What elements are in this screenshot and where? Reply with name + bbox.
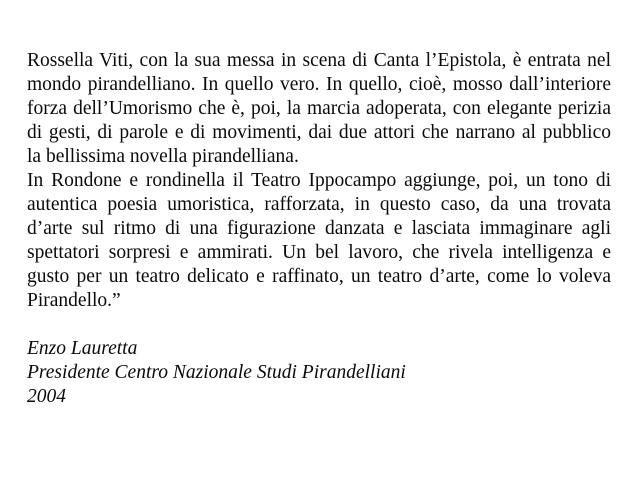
text-block (27, 49, 611, 409)
signature-year: 2004 (27, 386, 66, 407)
text-line: gusto per un teatro delicato e raffinato, un teatro d’arte, come lo voleva (27, 266, 611, 287)
signature-title: Presidente Centro Nazionale Studi Pirandelliani (27, 362, 406, 383)
text-line: di gesti, di parole e di movimenti, dai due attori che narrano al pubblico (27, 122, 611, 143)
text-line: la bellissima novella pirandelliana. (27, 146, 299, 167)
text-line: Rossella Viti, con la sua messa in scena di Canta l’Epistola, è entrata nel (27, 50, 611, 71)
paragraph-1 (27, 49, 611, 169)
text-line: Pirandello.” (27, 290, 121, 311)
text-line: In Rondone e rondinella il Teatro Ippocampo aggiunge, poi, un tono di (27, 170, 611, 191)
paragraph-2 (27, 169, 611, 313)
text-line: spettatori sorpresi e ammirati. Un bel lavoro, che rivela intelligenza e (27, 242, 611, 263)
text-line: forza dell’Umorismo che è, poi, la marcia adoperata, con elegante perizia (27, 98, 611, 119)
text-line: d’arte sul ritmo di una figurazione danzata e lasciata immaginare agli (27, 218, 611, 239)
blank-line (27, 313, 611, 337)
text-line: mondo pirandelliano. In quello vero. In quello, cioè, mosso dall’interiore (27, 74, 611, 95)
signature-name: Enzo Lauretta (27, 338, 138, 359)
text-line: autentica poesia umoristica, rafforzata, in questo caso, da una trovata (27, 194, 611, 215)
signature-block (27, 337, 611, 409)
